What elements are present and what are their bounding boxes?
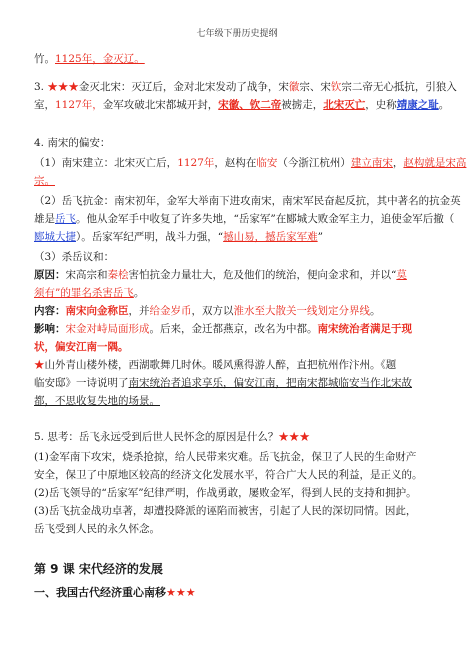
text-line: 岳飞受到人民的永久怀念。 [34, 523, 160, 535]
highlight-date: 1125年，金灭辽。 [55, 53, 145, 65]
text-line: （1）南宋建立：北宋灭亡后，1127年，赵构在临安（今浙江杭州）建立南宋，赵构就是宋高 [34, 157, 467, 169]
text-line: 宗。 [34, 175, 55, 187]
star-rating: ★ [34, 359, 45, 371]
text-line: 都，不思收复失地的场景。 [34, 395, 160, 407]
text-line: 影响：宋金对峙局面形成。后来，金迁都燕京，改名为中都。南宋统治者满足于现 [34, 323, 412, 335]
text-line: （2）岳飞抗金：南宋初年，金军大举南下进攻南宋，南宋军民奋起反抗，其中著名的抗金英 [34, 195, 461, 207]
text-line: 原因：宋高宗和秦桧害怕抗金力量壮大，危及他们的统治，便向金求和，并以“莫 [34, 269, 407, 281]
text-line: 竹。1125年，金灭辽。 [34, 53, 145, 65]
text-line: 5. 思考：岳飞永远受到后世人民怀念的原因是什么？★★★ [34, 431, 310, 443]
text-line: 3. ★★★金灭北宋：灭辽后，金对北宋发动了战争，宋徽宗、宋钦宗二帝无心抵抗，引狼入 [34, 81, 457, 93]
text-line: 临安邸》一诗说明了南宋统治者追求享乐，偏安江南，把南宋都城临安当作北宋故 [34, 377, 412, 389]
text-line: 安全，保卫了中原地区较高的经济文化发展水平，符合广大人民的利益，是正义的。 [34, 469, 423, 481]
text-line: ★山外青山楼外楼，西湖歌舞几时休。暖风熏得游人醉，直把杭州作汴州。《题 [34, 359, 397, 371]
text-line: （3）杀岳议和： [34, 251, 115, 263]
page-header: 七年级下册历史提纲 [196, 29, 278, 39]
lesson-title: 第 9 课 宋代经济的发展 [34, 562, 163, 576]
text-line: 室，1127年，金军攻破北宋都城开封，宋徽、钦二帝被掳走，北宋灭亡，史称靖康之耻。 [34, 99, 450, 111]
text-line: 须有”的罪名杀害岳飞。 [34, 287, 145, 299]
text-line: 雄是岳飞。他从金军手中收复了许多失地，“岳家军”在郾城大败金军主力，追使金军后撤（ [34, 213, 455, 225]
text-line: (2)岳飞领导的“岳家军”纪律严明，作战勇敢，屡败金军，得到人民的支持和拥护。 [34, 487, 417, 499]
text-line: 状，偏安江南一隅。 [34, 341, 129, 353]
section-heading: 4. 南宋的偏安： [34, 137, 111, 149]
text-line: 内容：南宋向金称臣，并给金岁币，双方以淮水至大散关一线划定分界线。 [34, 305, 381, 317]
star-rating: ★★★ [278, 431, 310, 443]
text-line: (3)岳飞抗金战功卓著，却遭投降派的诬陷而被害，引起了人民的深切同情。因此， [34, 505, 417, 517]
section-title: 一、我国古代经济重心南移★★★ [34, 586, 196, 599]
star-rating: ★★★ [47, 81, 79, 93]
text-line: 郾城大捷）。岳家军纪严明，战斗力强，“撼山易，撼岳家军难” [34, 231, 323, 243]
star-rating: ★★★ [166, 586, 196, 599]
text-line: (1)金军南下攻宋，烧杀抢掠，给人民带来灾难。岳飞抗金，保卫了人民的生命财产 [34, 451, 417, 463]
